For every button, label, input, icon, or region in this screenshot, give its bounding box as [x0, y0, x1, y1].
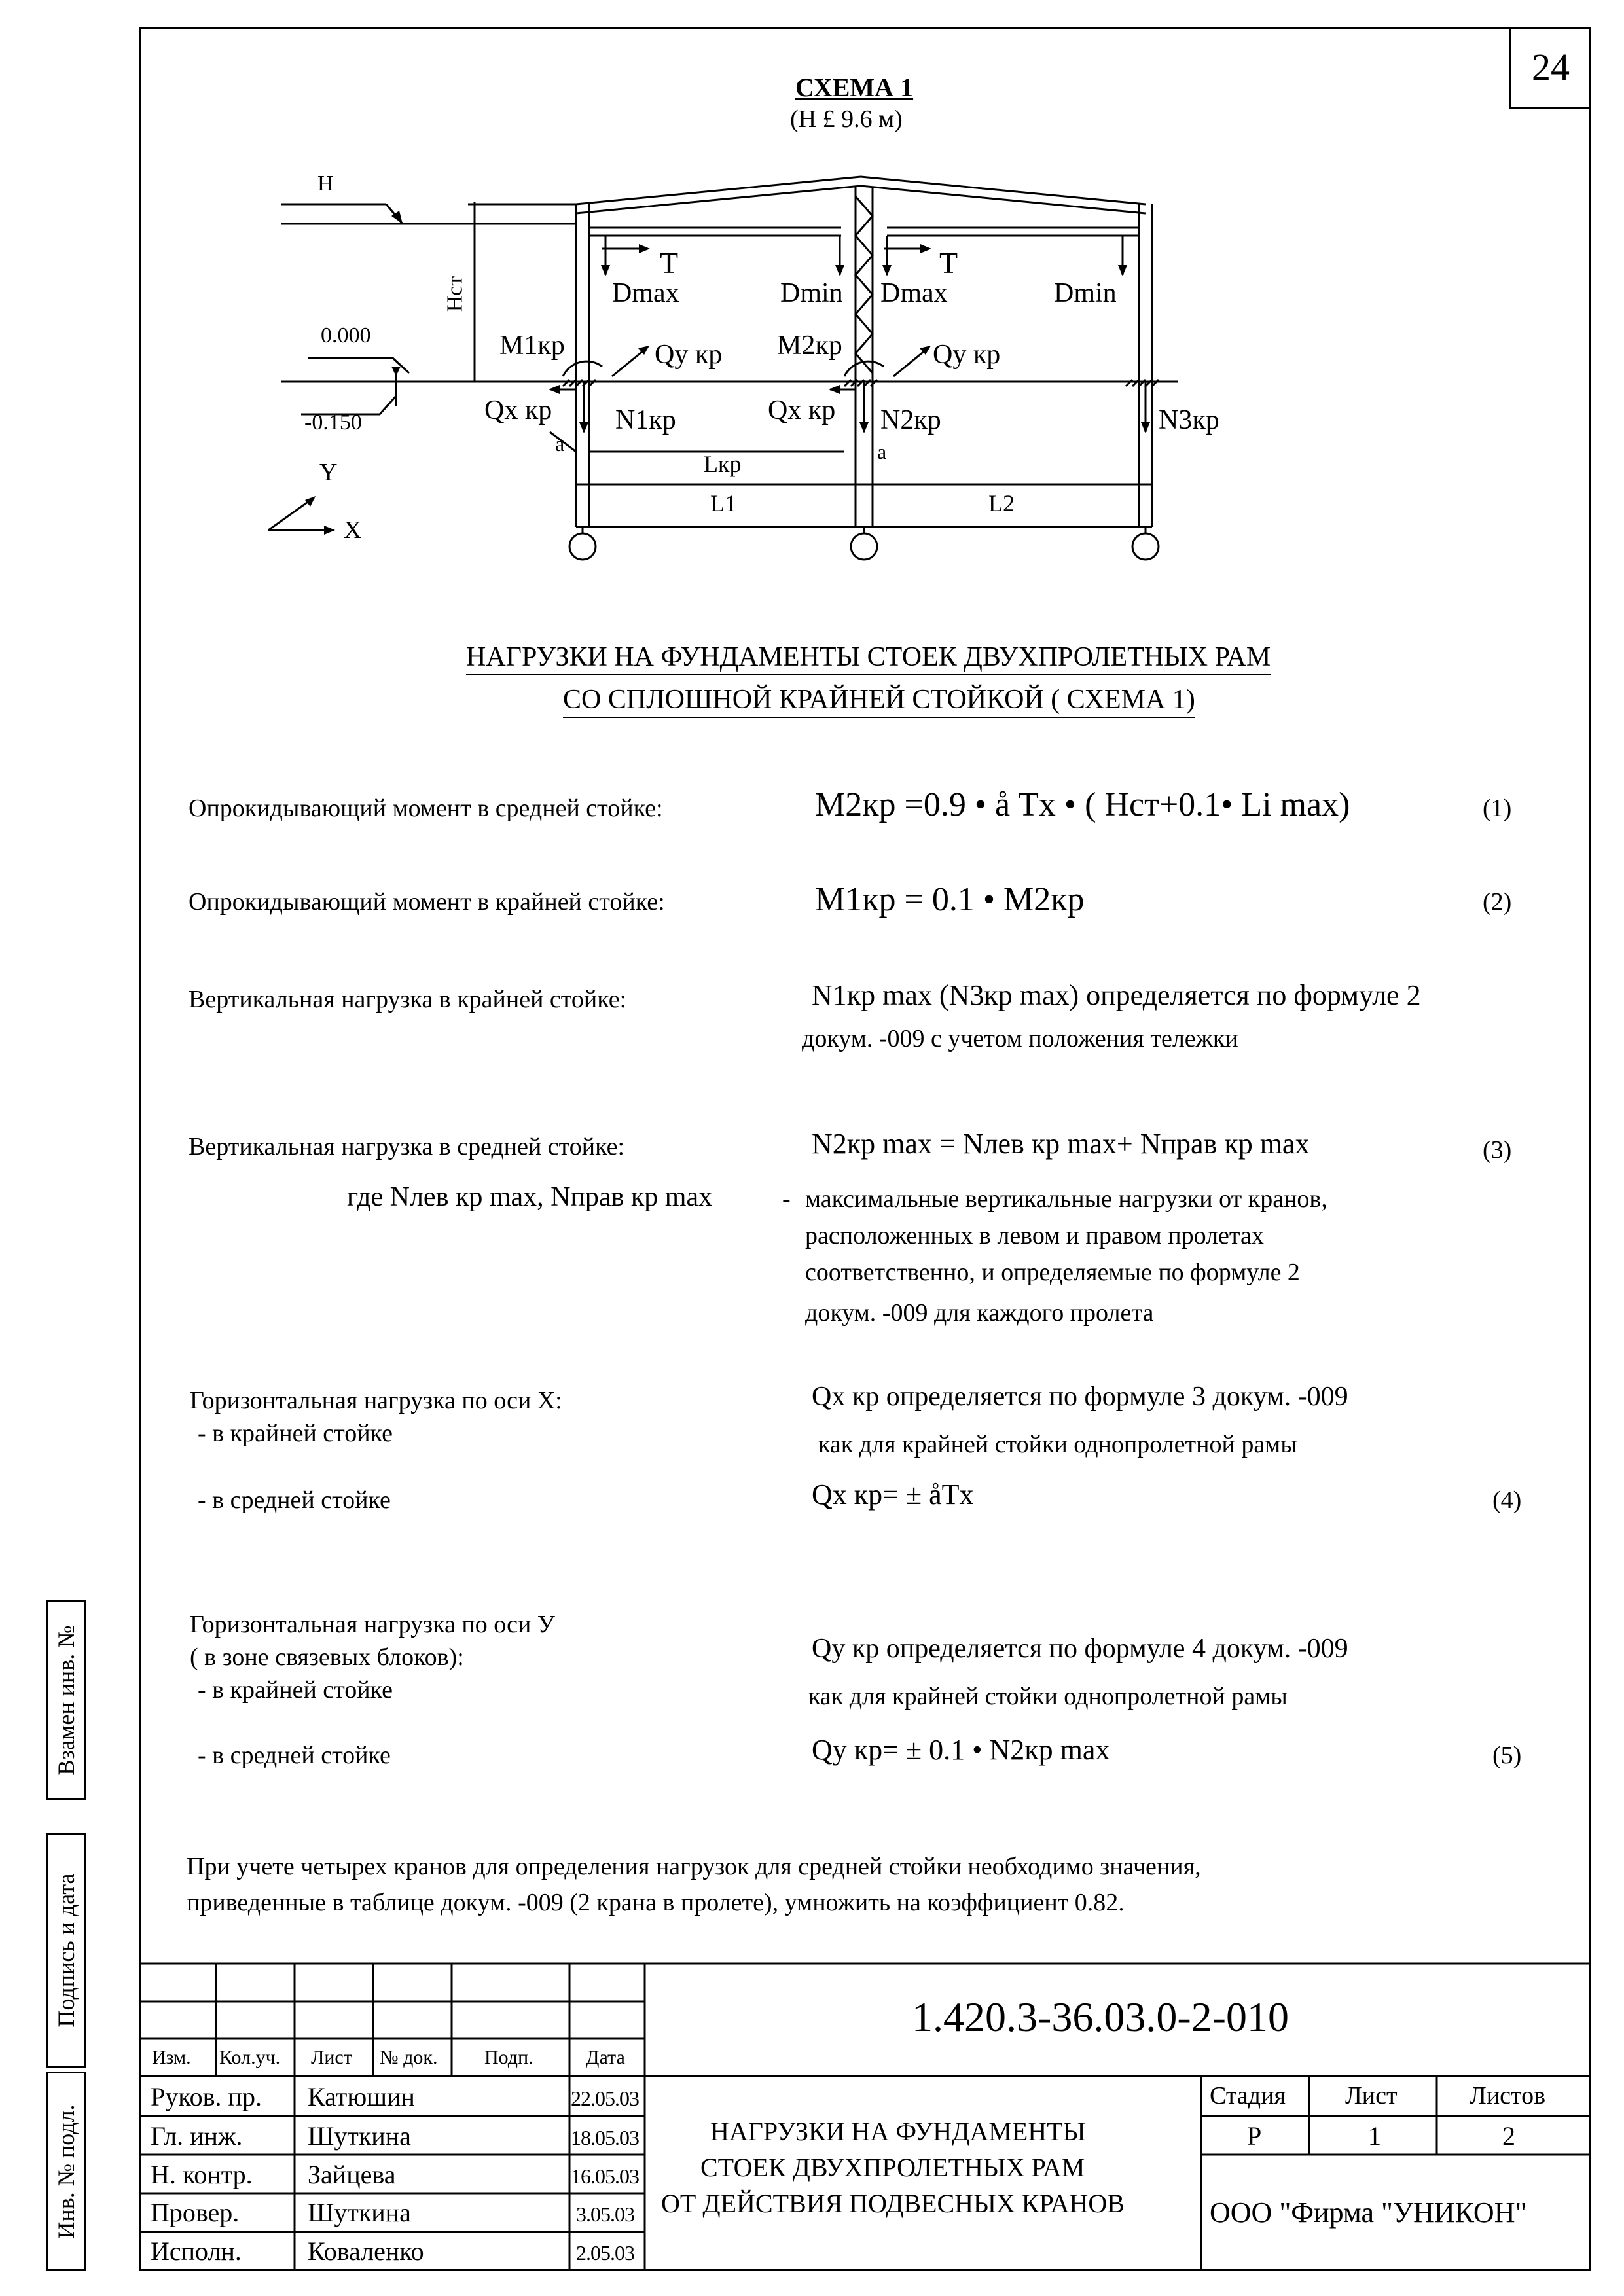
item6-formula-2: Qу кр= ± 0.1 • N2кр max	[812, 1734, 1110, 1766]
tb-date-1: 22.05.03	[571, 2087, 639, 2110]
item4-number: (3)	[1483, 1136, 1512, 1164]
tb-role-1: Руков. пр.	[151, 2082, 262, 2111]
item1-label: Опрокидывающий момент в средней стойке:	[189, 795, 663, 822]
label-Dmin-right: Dmin	[1054, 278, 1117, 308]
tb-header-list: Лист	[311, 2047, 352, 2068]
tb-name-2: Шуткина	[308, 2121, 411, 2151]
tb-role-4: Провер.	[151, 2198, 240, 2227]
label-L1: L1	[710, 490, 736, 516]
label-zero: 0.000	[321, 323, 371, 348]
company-name: ООО "Фирма "УНИКОН"	[1210, 2197, 1527, 2229]
item6-label: Горизонтальная нагрузка по оси У	[190, 1611, 555, 1638]
label-Dmax-right: Dmax	[880, 278, 948, 308]
tb-date-3: 16.05.03	[571, 2164, 639, 2188]
tb-date-4: 3.05.03	[576, 2202, 634, 2226]
tb-stage-header: Стадия	[1210, 2082, 1286, 2109]
tb-header-ndoc: № док.	[380, 2047, 438, 2068]
item5-formula: Qх кр определяется по формуле 3 докум. -009	[812, 1382, 1348, 1412]
item3-line2: докум. -009 с учетом положения тележки	[802, 1025, 1238, 1052]
label-axis-X: X	[344, 516, 362, 544]
label-Hst: Нст	[442, 276, 467, 312]
tb-title-line-3: ОТ ДЕЙСТВИЯ ПОДВЕСНЫХ КРАНОВ	[661, 2189, 1125, 2218]
tb-title-line-1: НАГРУЗКИ НА ФУНДАМЕНТЫ	[710, 2117, 1086, 2146]
label-a-right: a	[877, 440, 887, 463]
tb-name-5: Коваленко	[308, 2236, 424, 2266]
scheme-subtitle: (Н £ 9.6 м)	[790, 105, 903, 133]
label-a-left: a	[555, 432, 565, 456]
label-Dmax-left: Dmax	[612, 278, 679, 308]
tb-role-5: Исполн.	[151, 2236, 242, 2266]
label-N3kr: N3кр	[1159, 405, 1219, 435]
tb-date-2: 18.05.03	[571, 2126, 639, 2149]
item6-sub-1: - в крайней стойке	[198, 1676, 393, 1704]
item5-sub-1: - в крайней стойке	[198, 1420, 393, 1447]
side-label-vzamen: Взамен инв. №	[53, 1624, 79, 1776]
item2-label: Опрокидывающий момент в крайней стойке:	[189, 888, 665, 916]
label-Dmin-left: Dmin	[780, 278, 843, 308]
tb-role-2: Гл. инж.	[151, 2121, 243, 2151]
label-Qx-right: Qх кр	[768, 395, 836, 425]
note-line-1: При учете четырех кранов для определения нагрузок для средней стойки необходимо значения,	[187, 1853, 1201, 1880]
tb-header-data: Дата	[586, 2047, 625, 2068]
side-label-inv: Инв. № подл.	[53, 2104, 79, 2239]
tb-header-izm: Изм.	[152, 2047, 191, 2068]
tb-role-3: Н. контр.	[151, 2160, 253, 2189]
item4-where: где Nлев кр max, Nправ кр max	[347, 1182, 713, 1212]
page-number: 24	[1509, 27, 1591, 109]
label-M2kr: M2кр	[777, 331, 842, 361]
item3-formula: N1кр max (N3кр max) определяется по формуле 2	[812, 979, 1421, 1011]
label-T-right: T	[939, 246, 958, 279]
label-Lkr: Lкр	[704, 451, 742, 477]
tb-sheets-value: 2	[1502, 2121, 1515, 2151]
item2-number: (2)	[1483, 888, 1512, 916]
label-Qy-right: Qу кр	[933, 340, 1001, 370]
tb-header-kolvo: Кол.уч.	[219, 2047, 281, 2068]
label-T-left: T	[660, 246, 679, 279]
item3-label: Вертикальная нагрузка в крайней стойке:	[189, 986, 627, 1013]
item6-label-2: ( в зоне связевых блоков):	[190, 1643, 464, 1671]
label-H: Н	[317, 171, 334, 196]
item4-formula: N2кр max = Nлев кр max+ Nправ кр max	[812, 1128, 1310, 1160]
item5-formula-2: Qх кр= ± åTx	[812, 1479, 974, 1511]
item4-desc-3: соответственно, и определяемые по формуле 2	[805, 1259, 1300, 1286]
document-code: 1.420.3-36.03.0-2-010	[912, 1994, 1289, 2040]
tb-sheet-value: 1	[1368, 2121, 1381, 2151]
item6-sub-2: - в средней стойке	[198, 1742, 391, 1769]
side-label-podpis: Подпись и дата	[53, 1873, 79, 2028]
tb-sheets-header: Листов	[1470, 2082, 1546, 2109]
item5-number: (4)	[1492, 1486, 1522, 1514]
tb-name-3: Зайцева	[308, 2160, 396, 2189]
tb-date-5: 2.05.03	[576, 2241, 634, 2265]
scheme-title: СХЕМА 1	[795, 73, 914, 102]
item1-formula: M2кр =0.9 • å Tx • ( Hст+0.1• Li max)	[815, 786, 1350, 823]
item6-line2: как для крайней стойки однопролетной рамы	[808, 1683, 1288, 1710]
label-Qx-left: Qх кр	[484, 395, 552, 425]
item6-formula: Qу кр определяется по формуле 4 докум. -009	[812, 1634, 1348, 1664]
note-line-2: приведенные в таблице докум. -009 (2 крана в пролете), умножить на коэффициент 0.82.	[187, 1889, 1125, 1916]
item4-desc-2: расположенных в левом и правом пролетах	[805, 1222, 1264, 1249]
heading-line-1: НАГРУЗКИ НА ФУНДАМЕНТЫ СТОЕК ДВУХПРОЛЕТНЫХ РАМ	[466, 641, 1271, 675]
label-axis-Y: Y	[319, 459, 338, 486]
label-M1kr: M1кр	[499, 331, 565, 361]
item6-number: (5)	[1492, 1742, 1522, 1769]
item4-desc-1: максимальные вертикальные нагрузки от кранов,	[805, 1185, 1327, 1213]
label-L2: L2	[988, 490, 1015, 516]
heading-line-2: СО СПЛОШНОЙ КРАЙНЕЙ СТОЙКОЙ ( СХЕМА 1)	[563, 684, 1195, 718]
item1-number: (1)	[1483, 795, 1512, 822]
item5-sub-2: - в средней стойке	[198, 1486, 391, 1514]
tb-sheet-header: Лист	[1345, 2082, 1398, 2109]
item2-formula: M1кр = 0.1 • M2кр	[815, 881, 1085, 918]
label-N1kr: N1кр	[615, 405, 676, 435]
item5-label: Горизонтальная нагрузка по оси X:	[190, 1387, 562, 1414]
item4-dash: -	[782, 1185, 791, 1213]
tb-header-podp: Подп.	[484, 2047, 533, 2068]
label-minus: -0.150	[304, 410, 362, 435]
label-Qy-left: Qу кр	[655, 340, 723, 370]
item5-line2: как для крайней стойки однопролетной рамы	[818, 1431, 1297, 1458]
item4-desc-4: докум. -009 для каждого пролета	[805, 1299, 1154, 1327]
tb-stage-value: Р	[1247, 2121, 1262, 2151]
item4-label: Вертикальная нагрузка в средней стойке:	[189, 1133, 625, 1160]
label-N2kr: N2кр	[880, 405, 941, 435]
tb-title-line-2: СТОЕК ДВУХПРОЛЕТНЫХ РАМ	[700, 2153, 1085, 2182]
tb-name-1: Катюшин	[308, 2082, 415, 2111]
tb-name-4: Шуткина	[308, 2198, 411, 2227]
